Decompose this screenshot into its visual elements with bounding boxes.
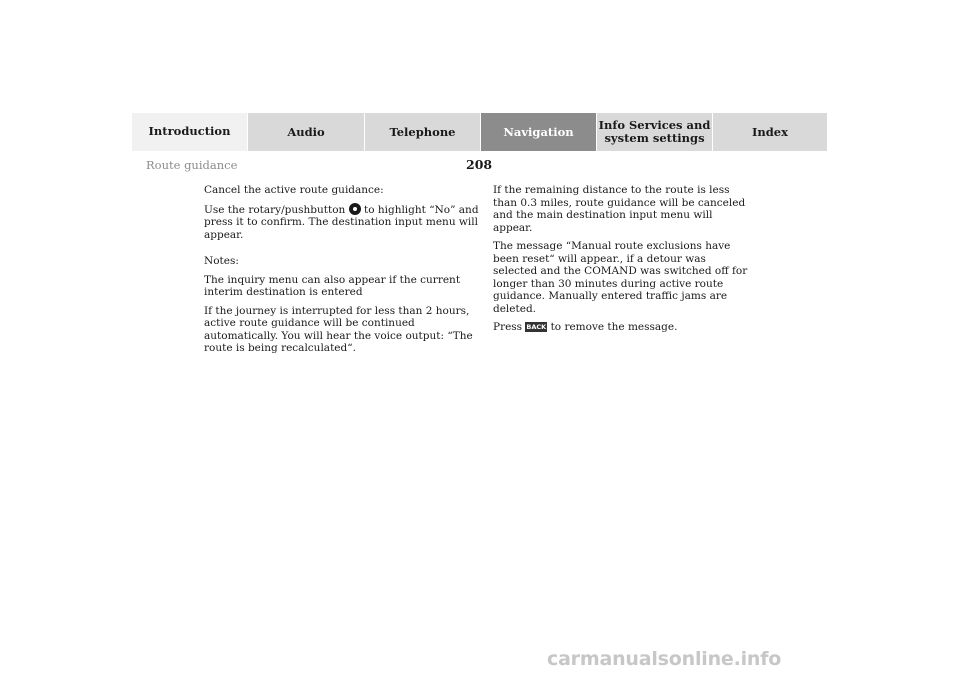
remove-message-instruction	[493, 321, 753, 334]
back-button-icon: BACK	[526, 323, 547, 331]
note-journey-interrupted: If the journey is interrupted for less than 2 hours, active route guidance will be continued automatically. You will hear the voice output: “The route is being recalculated“.	[204, 304, 473, 354]
notes-label: Notes:	[204, 255, 239, 267]
rotary-instruction	[204, 203, 479, 242]
tab-info-services[interactable]	[596, 113, 712, 151]
rotary-pushbutton-icon	[349, 203, 361, 215]
tab-info-services-label-line2: system settings	[604, 131, 705, 145]
left-column	[204, 184, 479, 361]
route-exclusions-text: The message “Manual route exclusions have been reset“ will appear., if a detour was selected and the COMAND was switched off for longer than 30 minutes during active route guidance. Manually entered traffic jams are deleted.	[493, 240, 748, 315]
tab-introduction[interactable]	[132, 113, 247, 151]
page-number: 208	[466, 157, 493, 172]
section-title: Route guidance	[146, 158, 238, 172]
tab-telephone-label: Telephone	[389, 124, 456, 139]
tab-index-label: Index	[752, 124, 788, 139]
tab-telephone[interactable]	[364, 113, 480, 151]
tab-info-services-label-line1: Info Services and	[598, 118, 711, 132]
remaining-distance-text: If the remaining distance to the route is less than 0.3 miles, route guidance will be canceled and the main destination input menu will appear.	[493, 184, 746, 234]
tab-navigation[interactable]	[480, 113, 596, 151]
remove-message-after: to remove the message.	[550, 321, 678, 333]
tab-audio[interactable]	[247, 113, 364, 151]
cancel-instruction: Cancel the active route guidance:	[204, 184, 384, 196]
tab-introduction-label: Introduction	[148, 124, 231, 138]
tab-index[interactable]	[712, 113, 827, 151]
rotary-instruction-before: Use the rotary/pushbutton	[204, 203, 346, 216]
rotary-instruction-after: to highlight “No” and press it to confirm. The destination input menu will appear.	[204, 203, 479, 241]
tab-navigation-label: Navigation	[503, 124, 574, 139]
note-interim-destination: The inquiry menu can also appear if the current interim destination is entered	[204, 273, 461, 298]
right-column	[493, 184, 753, 340]
watermark: carmanualsonline.info	[547, 648, 782, 670]
tab-audio-label: Audio	[287, 124, 325, 139]
section-tabs	[132, 113, 827, 151]
remove-message-before: Press	[493, 321, 523, 333]
